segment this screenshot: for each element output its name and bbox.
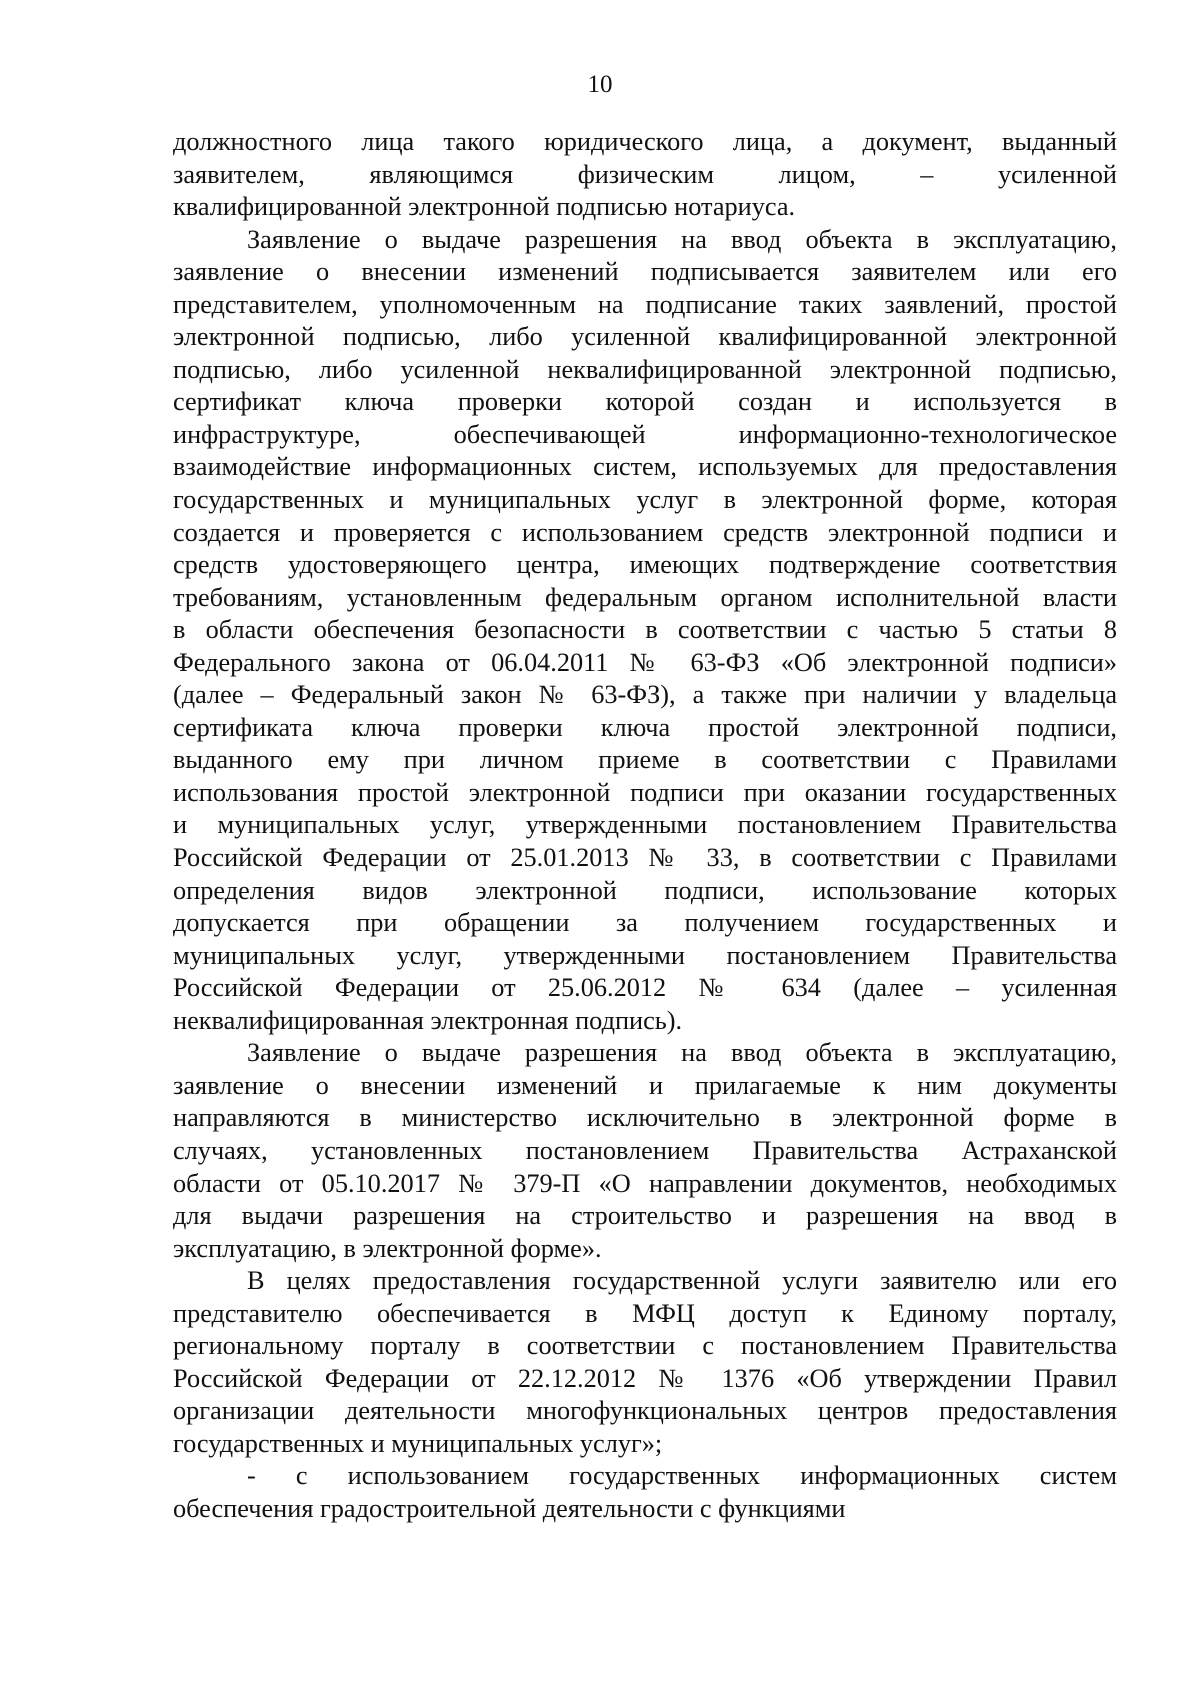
paragraph (173, 224, 1117, 1038)
paragraph (173, 1460, 1117, 1525)
text-line: и муниципальных услуг, утвержденными постановлением Правительства (173, 810, 1117, 840)
text-line: государственных и муниципальных услуг в электронной форме, которая (173, 485, 1117, 515)
text-line: электронной подписью, либо усиленной квалифицированной электронной (173, 322, 1117, 352)
paragraph (173, 126, 1117, 224)
text-line: случаях, установленных постановлением Правительства Астраханской (173, 1135, 1117, 1165)
text-line: муниципальных услуг, утвержденными постановлением Правительства (173, 940, 1117, 970)
text-line: Российской Федерации от 22.12.2012 № 1376 «Об утверждении Правил (173, 1363, 1117, 1393)
text-line: Российской Федерации от 25.01.2013 № 33, в соответствии с Правилами (173, 843, 1117, 873)
page-number: 10 (587, 71, 613, 98)
text-line: для выдачи разрешения на строительство и разрешения на ввод в (173, 1201, 1117, 1231)
text-line: направляются в министерство исключительно в электронной форме в (173, 1103, 1117, 1133)
text-line: Заявление о выдаче разрешения на ввод объекта в эксплуатацию, (247, 224, 1117, 254)
document-body (173, 126, 1117, 1526)
text-line: инфраструктуре, обеспечивающей информационно-технологическое (173, 419, 1117, 449)
text-line: должностного лица такого юридического лица, а документ, выданный (173, 127, 1117, 156)
text-line: - с использованием государственных информационных систем (247, 1461, 1117, 1491)
text-line: определения видов электронной подписи, использование которых (173, 875, 1117, 905)
text-line: квалифицированной электронной подписью нотариуса. (173, 192, 796, 222)
text-line: заявление о внесении изменений и прилагаемые к ним документы (173, 1070, 1117, 1100)
text-line: сертификат ключа проверки которой создан и используется в (173, 387, 1117, 417)
paragraph (173, 1037, 1117, 1265)
text-line: представителю обеспечивается в МФЦ доступ к Единому порталу, (173, 1298, 1117, 1328)
text-line: неквалифицированная электронная подпись). (173, 1005, 683, 1035)
text-line: подписью, либо усиленной неквалифицированной электронной подписью, (173, 354, 1117, 384)
text-line: региональному порталу в соответствии с постановлением Правительства (173, 1331, 1117, 1361)
text-line: взаимодействие информационных систем, используемых для предоставления (173, 452, 1117, 482)
text-line: В целях предоставления государственной услуги заявителю или его (247, 1266, 1117, 1296)
paragraph (173, 1265, 1117, 1460)
text-line: требованиям, установленным федеральным органом исполнительной власти (173, 582, 1117, 612)
text-line: представителем, уполномоченным на подписание таких заявлений, простой (173, 289, 1117, 319)
text-line: эксплуатацию, в электронной форме». (173, 1233, 602, 1263)
text-line: (далее – Федеральный закон № 63-ФЗ), а также при наличии у владельца (173, 680, 1117, 710)
text-line: Федерального закона от 06.04.2011 № 63-ФЗ «Об электронной подписи» (173, 647, 1117, 677)
text-line: государственных и муниципальных услуг»; (173, 1428, 663, 1458)
text-line: использования простой электронной подписи при оказании государственных (173, 777, 1117, 807)
text-line: в области обеспечения безопасности в соответствии с частью 5 статьи 8 (173, 615, 1117, 645)
text-line: области от 05.10.2017 № 379-П «О направлении документов, необходимых (173, 1168, 1117, 1198)
text-line: заявителем, являющимся физическим лицом, – усиленной (173, 159, 1117, 189)
text-line: Российской Федерации от 25.06.2012 № 634 (далее – усиленная (173, 973, 1117, 1003)
text-line: сертификата ключа проверки ключа простой электронной подписи, (173, 712, 1117, 742)
text-line: организации деятельности многофункциональных центров предоставления (173, 1396, 1117, 1426)
text-line: Заявление о выдаче разрешения на ввод объекта в эксплуатацию, (247, 1038, 1117, 1068)
text-line: заявление о внесении изменений подписывается заявителем или его (173, 257, 1117, 287)
text-line: средств удостоверяющего центра, имеющих подтверждение соответствия (173, 550, 1117, 580)
text-line: создается и проверяется с использованием средств электронной подписи и (173, 517, 1117, 547)
text-line: обеспечения градостроительной деятельности с функциями (173, 1493, 846, 1523)
text-line: допускается при обращении за получением государственных и (173, 908, 1117, 938)
text-line: выданного ему при личном приеме в соответствии с Правилами (173, 745, 1117, 775)
